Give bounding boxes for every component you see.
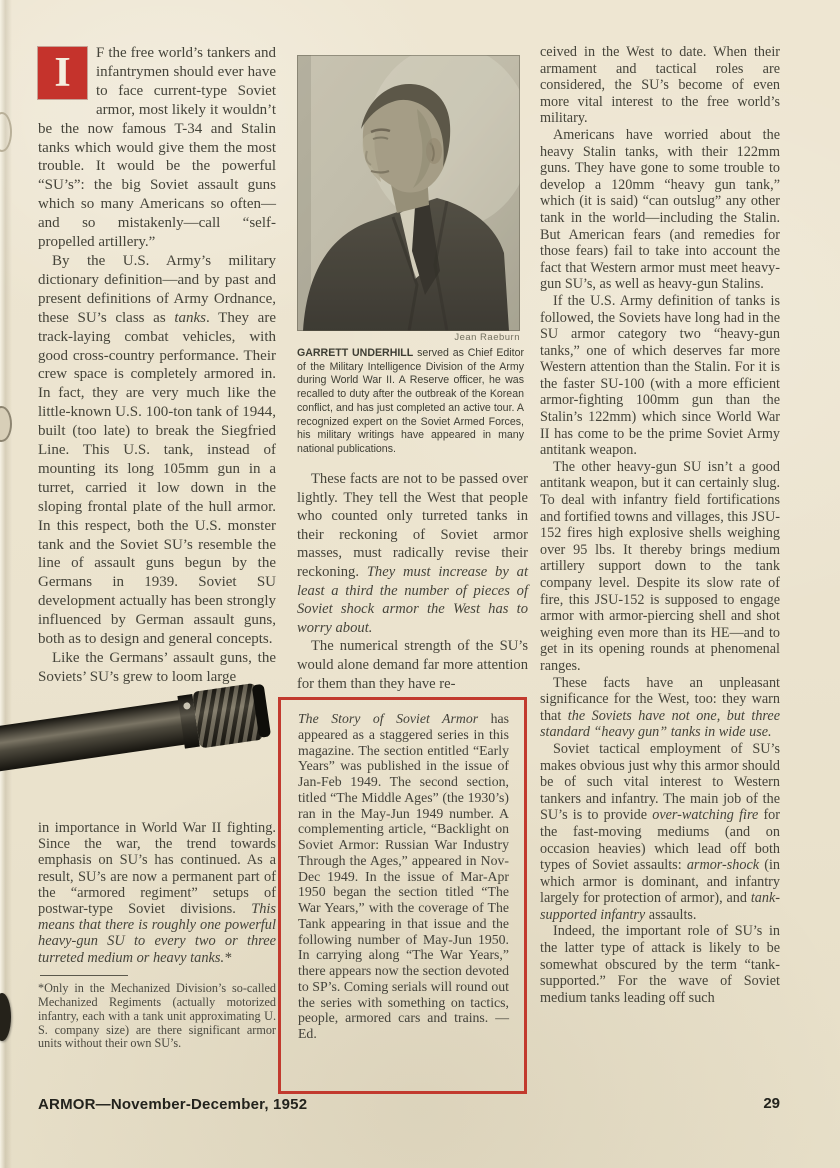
col1-paragraph-3: Like the Germans’ assault guns, the Soviets’ SU’s grew to loom large (38, 650, 276, 685)
editor-note-box (278, 697, 527, 1094)
col1-paragraph-1 (38, 44, 276, 252)
col3-paragraph-3: If the U.S. Army definition of tanks is followed, the Soviets have long had in the SU armor category two “heavy-gun tanks,” one of which deserves far more Western attention than the Stalin. For it is the faster SU-100 (with a more efficient armor-fighting 100mm gun than the Stalin’s 122mm) which since World War II has come to be the prime Soviet Army antitank weapon. (540, 292, 780, 459)
col2-paragraph-1: These facts are not to be passed over lightly. They tell the West that people who counted only turreted tanks in their reckoning of Soviet armor masses, must radically revise their reckoning. They must increase by at least a third the number of pieces of Soviet shock armor the West has to worry about. (297, 471, 528, 636)
portrait-illustration (297, 55, 520, 331)
col3-paragraph-1: ceived in the West to date. When their armament and tactical roles are considered, the SU’s become of even more vital interest to the free world’s military. (540, 44, 780, 127)
editor-note-text: The Story of Soviet Armor has appeared as a staggered series in this magazine. The section entitled “Early Years” was published in the issue of Jan-Feb 1949. The second section, titled “The Middle Ages” (the 1930’s) ran in the May-Jun 1949 number. A complementing article, “Backlight on Soviet Armor: Russian War Industry Through the Ages,” appeared in Nov-Dec 1949. In the issue of Mar-Apr 1950 began the section titled “The War Years,” with the coverage of The Tank appearing in that issue and the following number of May-Jun 1950. In carrying along “The War Years,” there appears now the section devoted to SP’s. Coming serials will round out the series with something on tactics, people, armored cars and trains. —Ed. (298, 711, 509, 1041)
column-left-lower (38, 820, 276, 1051)
col1-paragraph-1-text: F the free world’s tankers and infantrymen should ever have to face current-type Soviet armor, most likely it wouldn’t be the now famous T-34 and Stalin tanks which would give them the most trouble. It would be the powerful “SU’s”: the big Soviet assault guns which so many Americans so often—and so mistakenly—call “self-propelled artillery.” (38, 45, 276, 251)
column-middle (297, 470, 528, 693)
page-number: 29 (763, 1095, 780, 1112)
drop-cap-letter: I (38, 47, 87, 99)
col3-paragraph-6: Soviet tactical employment of SU’s makes obvious just why this armor should be of such vital interest to Western tankers and infantry. The main job of the SU’s is to provide over-watching fire for the fast-moving mediums (and on occasion heavies) which lead off both types of Soviet assaults: armor-shock (in which armor is dominant, and infantry largely for protection of armor), and tank-supported infantry assaults. (540, 740, 781, 923)
gun-barrel-illustration (0, 645, 278, 835)
column-right (540, 44, 780, 1006)
footnote-text: *Only in the Mechanized Division’s so-called Mechanized Regiments (actually motorized infantry, each with a tank unit approximating U. S. company size) are there significant armor units without their own SU’s. (38, 980, 276, 1051)
col3-paragraph-4: The other heavy-gun SU isn’t a good antitank weapon, but it can certainly slug. To deal with infantry field fortifications and fortified towns and villages, this JSU-152 fires high explosive shells weighing over 95 lbs. It thereby brings medium artillery support down to the tank company level. Despite its slow rate of fire, this JSU-152 is supposed to engage armor with armor-piercing shell and shot weighing even more than its HE—and to get in its opening rounds at phenomenal ranges. (540, 458, 780, 674)
portrait-photo (297, 55, 520, 331)
gun-barrel-photo (0, 645, 278, 835)
photo-credit: Jean Raeburn (454, 332, 520, 343)
col3-paragraph-7: Indeed, the important role of SU’s in the latter type of attack is likely to be somewhat obscured by the term “tank-supported.” For the wave of Soviet medium tanks leading off such (540, 923, 780, 1006)
col3-paragraph-2: Americans have worried about the heavy Stalin tanks, with their 122mm guns. They have gone to some trouble to develop a 120mm “heavy gun tank,” which (it is said) “can outslug” any other tank in the world—including the Stalin. But American fears (and remedies for those fears) fail to take into account the fact that Western armor must meet heavy-gun SU’s, as well as heavy-gun Stalins. (540, 126, 780, 293)
col1-paragraph-2: By the U.S. Army’s military dictionary definition—and by past and present definitions of Army Ordnance, these SU’s class as tanks. They are track-laying combat vehicles, with good cross-country performance. Their crew space is completely armored in. In fact, they are very much like the little-known U.S. 100-ton tank of 1944, built (too late) to break the Siegfried Line. This U.S. tank, instead of mounting its long 105mm gun in a turret, carried it low down in the sloping frontal plate of the hull armor. In this respect, both the U.S. monster tank and the Soviet SU’s resemble the line of assault guns begun by the Germans in 1939. Soviet SU development actually has been strongly influenced by German assault guns, both as to design and general concepts. (38, 252, 276, 648)
journal-footer: ARMOR—November-December, 1952 (38, 1096, 308, 1113)
footnote-divider (40, 975, 128, 976)
photo-caption: GARRETT UNDERHILL served as Chief Editor of the Military Intelligence Division of the Army during World War II. A Reserve officer, he was recalled to duty after the outbreak of the Korean conflict, and has just completed an active tour. A recognized expert on the Soviet Armed Forces, his military writings have appeared in many national publications. (297, 347, 524, 455)
col1-continuation-paragraph: in importance in World War II fighting. Since the war, the trend towards emphasis on SU’s has continued. As a result, SU’s are now a permanent part of the “armored regiment” setups of postwar-type Soviet divisions. This means that there is roughly one powerful heavy-gun SU to every two or three turreted medium or heavy tanks.* (38, 820, 276, 966)
col2-paragraph-2: The numerical strength of the SU’s would alone demand far more attention for them than they have re- (297, 638, 528, 692)
column-left (38, 44, 276, 687)
col3-paragraph-5: These facts have an unpleasant significance for the West, too: they warn that the Soviets have not one, but three standard “heavy gun” tanks in wide use. (540, 674, 780, 741)
